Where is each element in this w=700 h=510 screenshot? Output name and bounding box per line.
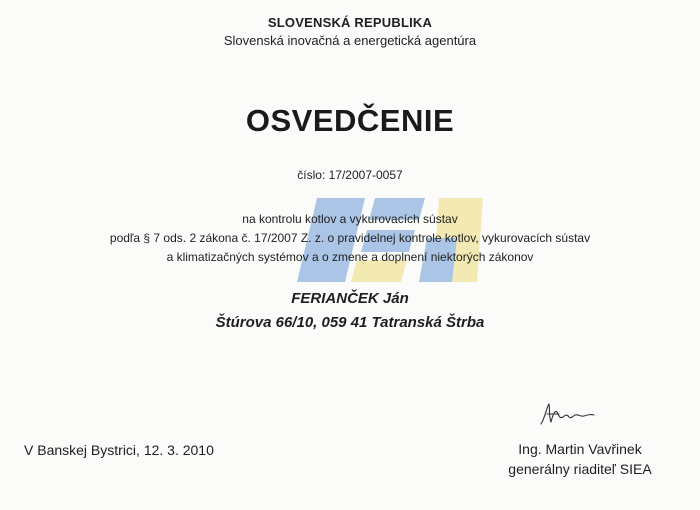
issuer-country: SLOVENSKÁ REPUBLIKA <box>267 15 433 30</box>
document-title: OSVEDČENIE <box>245 103 455 138</box>
handwritten-signature-icon <box>537 400 597 428</box>
purpose-line-1: na kontrolu kotlov a vykurovacích sústav <box>242 212 458 226</box>
holder-address: Štúrova 66/10, 059 41 Tatranská Štrba <box>215 314 485 331</box>
signer-title: generálny riaditeľ SIEA <box>508 461 652 477</box>
signer-name: Ing. Martin Vavřinek <box>518 441 642 457</box>
signer-block <box>480 439 680 479</box>
purpose-line-3: a klimatizačných systémov a o zmene a doplnení niektorých zákonov <box>166 250 534 264</box>
holder-name: FERIANČEK Ján <box>291 290 409 307</box>
place-and-date: V Banskej Bystrici, 12. 3. 2010 <box>24 442 214 458</box>
issuer-agency: Slovenská inovačná a energetická agentúra <box>223 33 477 48</box>
purpose-line-2: podľa § 7 ods. 2 zákona č. 17/2007 Z. z. o pravidelnej kontrole kotlov, vykurovacích sústav <box>109 231 591 245</box>
document-number: číslo: 17/2007-0057 <box>297 168 403 182</box>
